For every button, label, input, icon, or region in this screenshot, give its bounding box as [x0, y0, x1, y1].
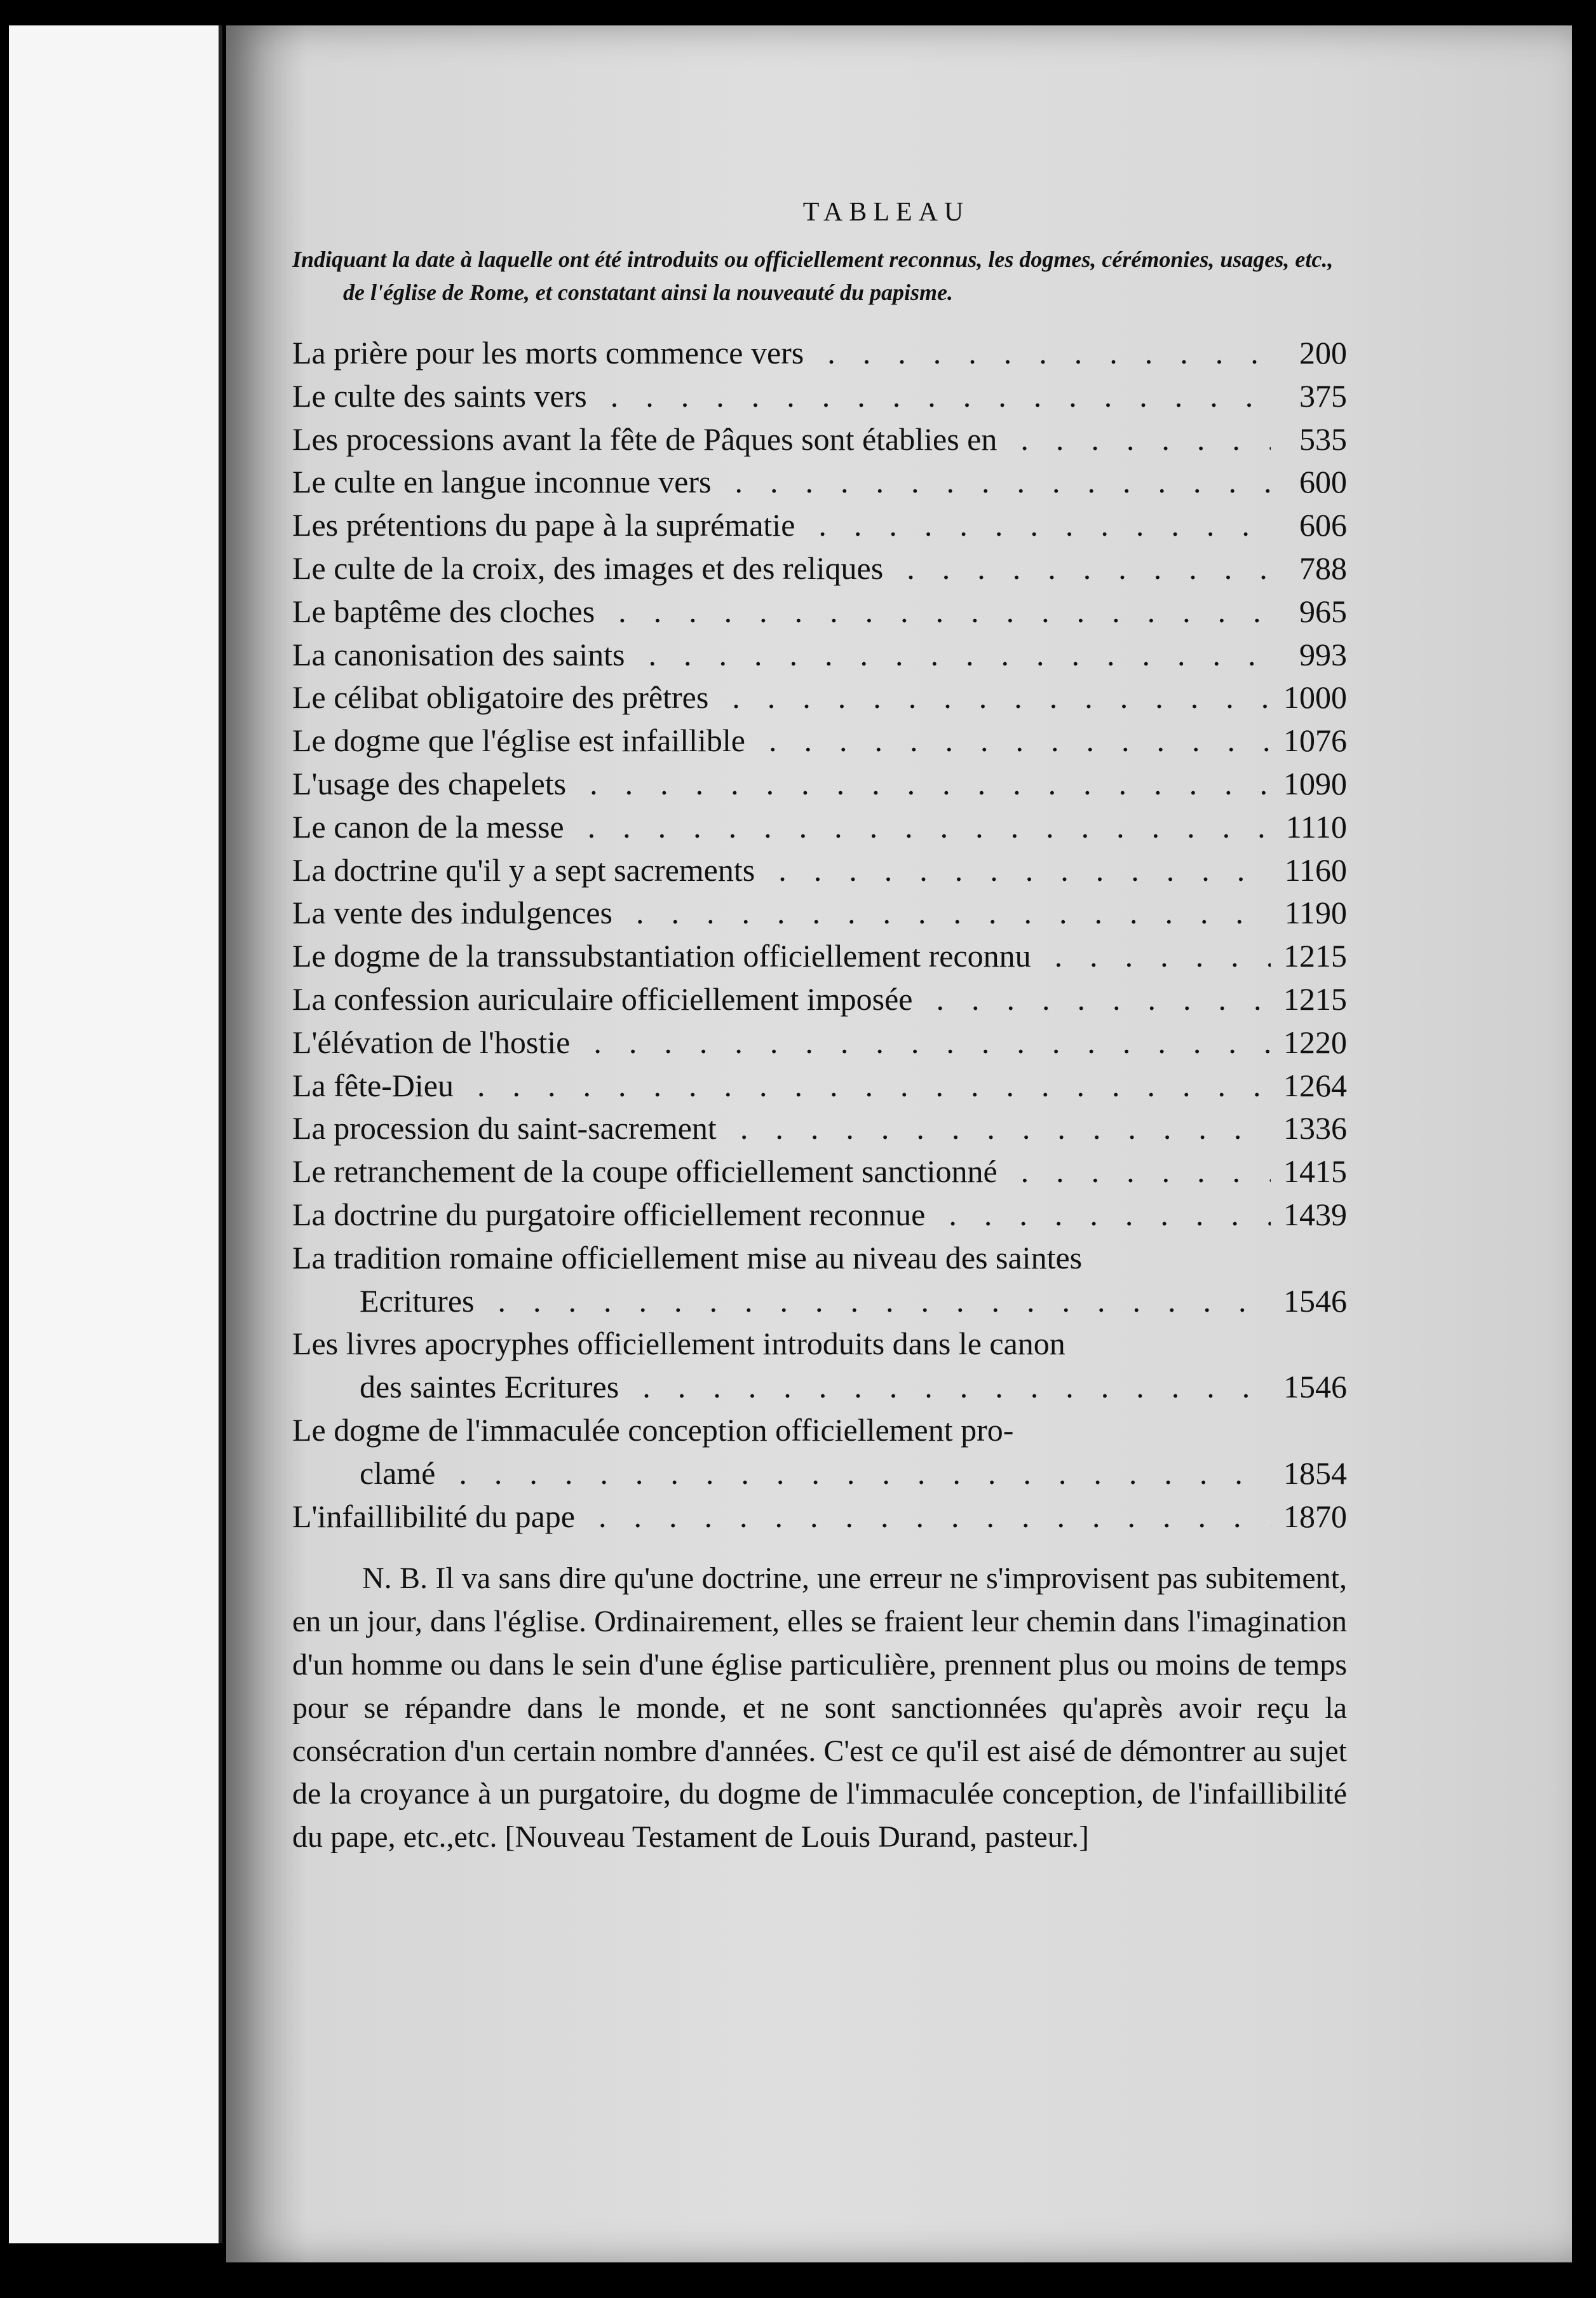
page-content [292, 197, 1347, 1889]
entry-label: La vente des indulgences . . [292, 892, 1271, 935]
entry-year: 606 [1299, 507, 1347, 543]
list-item [292, 1193, 1347, 1237]
list-item [292, 418, 1347, 461]
entry-year: 1215 [1283, 981, 1347, 1017]
list-item [292, 1150, 1347, 1193]
entry-year: 1264 [1283, 1067, 1347, 1103]
entry-year: 1215 [1283, 938, 1347, 974]
entry-label: Le dogme de la transsubstantiation officiellement reconnu . . [292, 935, 1271, 978]
entry-label: La procession du saint-sacrement . . [292, 1107, 1271, 1150]
entry-year: 1546 [1283, 1282, 1347, 1319]
list-item [292, 719, 1347, 763]
list-item [292, 1495, 1347, 1539]
entry-year: 1546 [1283, 1369, 1347, 1405]
list-item [292, 1409, 1347, 1495]
chronology-list [292, 332, 1347, 1538]
entry-label: La tradition romaine officiellement mise au niveau des saintes [292, 1239, 1083, 1275]
entry-year: 200 [1299, 335, 1347, 371]
footnote-paragraph: N. B. Il va sans dire qu'une doctrine, une erreur ne s'improvisent pas subitement, en un jour, dans l'église. Ordinairement, elles se fraient leur chemin dans l'imagination d'un homme ou dans le sein d'une église particulière, prennent plus ou moins de temps pour se répandre dans le monde, et ne sont sanctionnées qu'après avoir reçu la consécration d'un certain nombre d'années. C'est ce qu'il est aisé de démontrer au sujet de la croyance à un purgatoire, du dogme de l'immaculée conception, de l'infaillibilité du pape, etc.,etc. [Nouveau Testament de Louis Durand, pasteur.] [292, 1561, 1347, 1854]
entry-label: Le baptême des cloches . . [292, 590, 1271, 634]
entry-year: 965 [1299, 593, 1347, 629]
entry-label: La prière pour les morts commence vers . . [292, 332, 1271, 375]
list-item [292, 1107, 1347, 1150]
entry-label: L'infaillibilité du pape . . [292, 1495, 1271, 1539]
list-item [292, 935, 1347, 978]
page-subtitle: Indiquant la date à laquelle ont été introduits ou officiellement reconnus, les dogmes, cérémonies, usages, etc., de l'église de Rome, et constatant ainsi la nouveauté du papisme. [292, 247, 1334, 305]
entry-label: La doctrine du purgatoire officiellement reconnue . . [292, 1193, 1271, 1237]
entry-year: 1336 [1283, 1110, 1347, 1146]
entry-label: Le dogme de l'immaculée conception officiellement pro- [292, 1411, 1014, 1448]
entry-year: 993 [1299, 636, 1347, 672]
entry-year: 1160 [1284, 852, 1347, 888]
entry-label: La canonisation des saints . . [292, 634, 1271, 677]
entry-year: 1000 [1283, 679, 1347, 716]
entry-label-continued: Ecritures . . [360, 1280, 1271, 1323]
list-item [292, 590, 1347, 634]
entry-label: L'élévation de l'hostie . . [292, 1021, 1271, 1064]
list-item [292, 1237, 1347, 1323]
entry-year: 1190 [1284, 895, 1347, 931]
list-item [292, 676, 1347, 719]
entry-label: Le canon de la messe . . [292, 806, 1271, 849]
list-item [292, 375, 1347, 418]
entry-year: 1220 [1283, 1024, 1347, 1060]
list-item [292, 332, 1347, 375]
list-item [292, 978, 1347, 1021]
entry-label: L'usage des chapelets . . [292, 763, 1271, 806]
list-item [292, 1064, 1347, 1108]
entry-year: 1439 [1283, 1196, 1347, 1232]
list-item [292, 634, 1347, 677]
entry-label: Le retranchement de la coupe officiellement sanctionné . . [292, 1150, 1271, 1193]
entry-label: Le culte en langue inconnue vers . . [292, 461, 1271, 504]
list-item [292, 461, 1347, 504]
entry-label: Le célibat obligatoire des prêtres . . [292, 676, 1271, 719]
left-blank-page [9, 25, 222, 2243]
entry-label: Le dogme que l'église est infaillible . . [292, 719, 1271, 763]
entry-label-continued: des saintes Ecritures . . [360, 1366, 1271, 1409]
entry-label: La fête-Dieu . . [292, 1064, 1271, 1108]
entry-label: Le culte de la croix, des images et des reliques . . [292, 547, 1271, 590]
entry-year: 1110 [1285, 808, 1347, 845]
list-item [292, 892, 1347, 935]
entry-year: 535 [1299, 421, 1347, 457]
entry-label: La doctrine qu'il y a sept sacrements . . [292, 849, 1271, 892]
list-item [292, 806, 1347, 849]
entry-label: Les processions avant la fête de Pâques sont établies en . . [292, 418, 1271, 461]
entry-year: 1870 [1283, 1498, 1347, 1534]
entry-label: Les prétentions du pape à la suprématie . . [292, 504, 1271, 547]
entry-label: Les livres apocryphes officiellement introduits dans le canon [292, 1326, 1065, 1362]
entry-label: La confession auriculaire officiellement imposée . . [292, 978, 1271, 1021]
list-item [292, 849, 1347, 892]
list-item [292, 1021, 1347, 1064]
entry-label: Le culte des saints vers . . [292, 375, 1271, 418]
list-item [292, 547, 1347, 590]
list-item [292, 504, 1347, 547]
entry-year: 1854 [1283, 1455, 1347, 1491]
entry-year: 600 [1299, 464, 1347, 500]
list-item [292, 1322, 1347, 1409]
entry-year: 1415 [1283, 1153, 1347, 1190]
page-title: TABLEAU [802, 198, 970, 227]
entry-year: 375 [1299, 377, 1347, 414]
entry-year: 788 [1299, 550, 1347, 586]
entry-label-continued: clamé . . [360, 1452, 1271, 1495]
entry-year: 1090 [1283, 765, 1347, 801]
entry-year: 1076 [1283, 723, 1347, 759]
list-item [292, 763, 1347, 806]
